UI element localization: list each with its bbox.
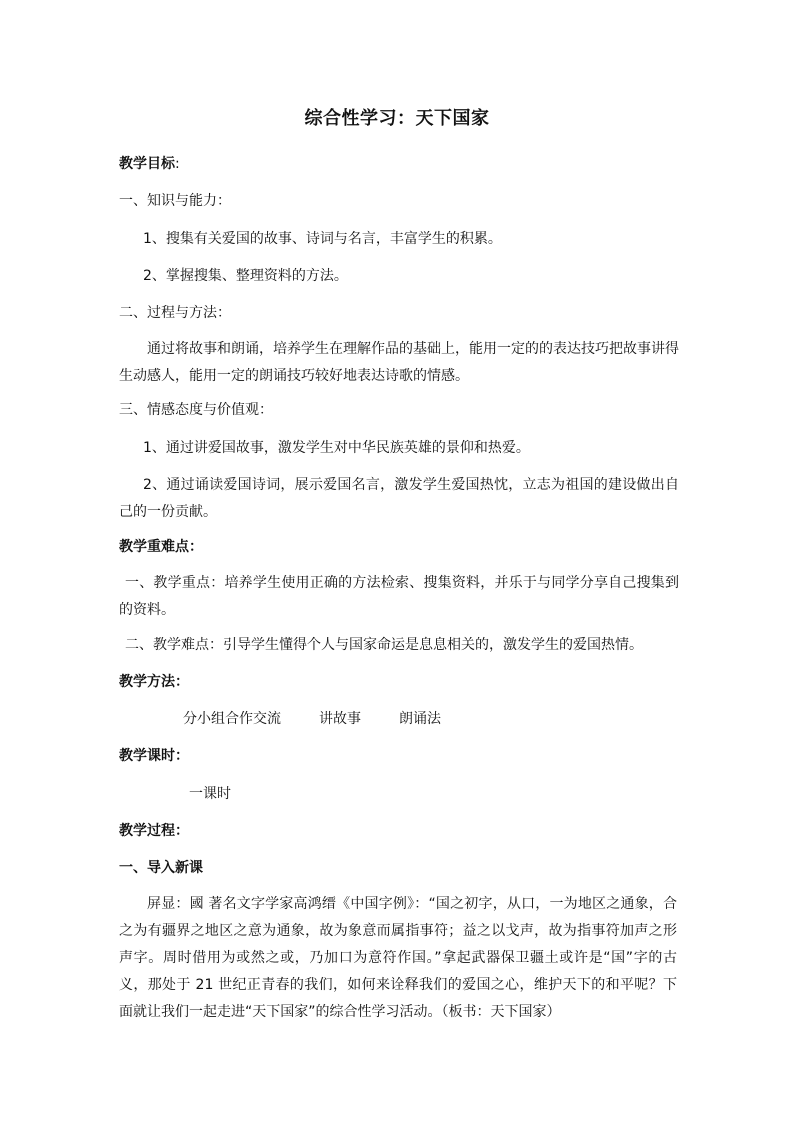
method-item: 分小组合作交流 [183,711,281,727]
process-heading: 教学过程： [119,823,189,839]
key-points-heading: 教学重难点： [119,539,203,555]
process-method-text: 通过将故事和朗诵，培养学生在理解作品的基础上，能用一定的的表达技巧把故事讲得生动感人，能用一定的朗诵技巧较好地表达诗歌的情感。 [119,341,679,384]
knowledge-item-2: 2、掌握搜集、整理资料的方法。 [143,268,348,284]
document-title: 综合性学习：天下国家 [304,108,490,129]
step1-text: 屏显：國 著名文字学家高鸿缙《中国字例》：“国之初字，从口，一为地区之通象，合之为有疆界之地区之意为通象，故为象意而属指事符；益之以戈声，故为指事符加声之形声字。周时借用为或然之或，乃加口为意符作国。”拿起武器保卫疆土或许是“国”字的古义，那处于 21 世纪正青春的我们，如何来诠释我们的爱国之心，维护天下的和平呢？下面就让我们一起走进“天下国家”的综合性学习活动。（板书：天下国家） [119,896,677,1020]
key-point-text: 一、教学重点：培养学生使用正确的方法检索、搜集资料，并乐于与同学分享自己搜集到的资料。 [119,575,679,618]
step1-heading: 一、导入新课 [119,860,203,876]
method-item: 讲故事 [319,711,361,727]
method-item: 朗诵法 [399,711,441,727]
objectives-heading-suffix: : [175,156,180,172]
methods-list [183,709,441,729]
difficult-point-text: 二、教学难点：引导学生懂得个人与国家命运是息息相关的，激发学生的爱国热情。 [125,637,643,653]
process-method-heading: 二、过程与方法： [119,305,231,321]
methods-heading: 教学方法： [119,674,189,690]
objectives-heading-line [119,154,679,174]
emotion-item-1: 1、通过讲爱国故事，激发学生对中华民族英雄的景仰和热爱。 [143,440,530,456]
knowledge-item-1: 1、搜集有关爱国的故事、诗词与名言，丰富学生的积累。 [143,231,502,247]
hours-value: 一课时 [189,786,231,802]
hours-heading: 教学课时： [119,748,189,764]
emotion-item-2: 2、通过诵读爱国诗词，展示爱国名言，激发学生爱国热忱，立志为祖国的建设做出自己的一份贡献。 [119,477,679,520]
objectives-heading: 教学目标 [119,156,175,172]
emotion-heading: 三、情感态度与价值观： [119,402,273,418]
knowledge-heading: 一、知识与能力： [119,193,231,209]
